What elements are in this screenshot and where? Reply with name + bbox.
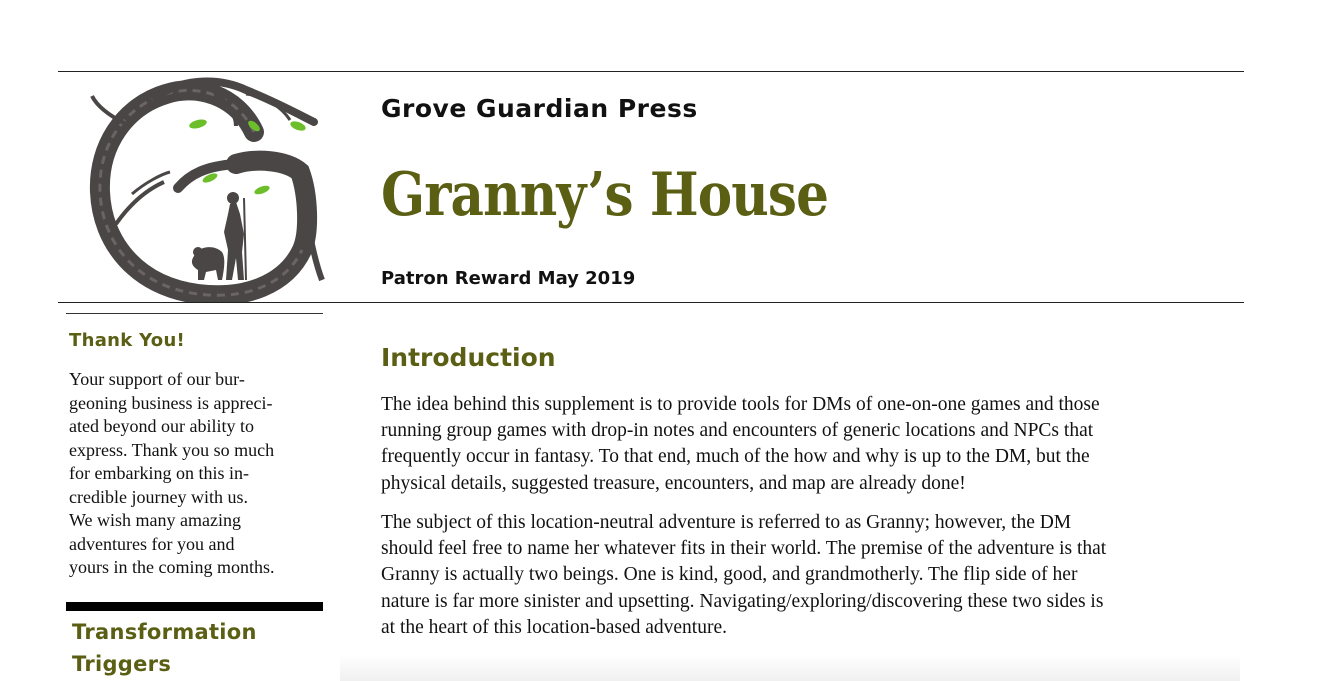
paragraph-line: should feel free to name her whatever fits in their world. The premise of the adventure is that — [381, 538, 1107, 560]
paragraph-line: Granny is actually two beings. One is kind, good, and grandmotherly. The flip side of her — [381, 564, 1078, 586]
introduction-heading: Introduction — [381, 343, 556, 372]
sidebar-line: geoning business is appreci- — [69, 392, 273, 413]
intro-paragraph-1 — [381, 392, 1100, 497]
paragraph-line: The idea behind this supplement is to provide tools for DMs of one-on-one games and those — [381, 394, 1100, 415]
header-top-rule — [58, 71, 1244, 72]
sidebar-section-divider — [66, 602, 323, 611]
publisher-name: Grove Guardian Press — [381, 94, 698, 123]
sidebar-line: for embarking on this in- — [69, 463, 249, 483]
sidebar-top-rule — [66, 313, 323, 314]
sidebar-line: credible journey with us. — [69, 486, 248, 507]
sidebar-line: express. Thank you so much — [69, 439, 275, 460]
paragraph-line: nature is far more sinister and upsetting. Navigating/exploring/discovering these two sides is — [381, 590, 1104, 612]
document-subtitle: Patron Reward May 2019 — [381, 268, 636, 289]
sidebar-line: We wish many amazing — [69, 510, 242, 530]
page-bottom-shadow — [340, 655, 1240, 681]
tree-g-logo-icon — [86, 74, 326, 302]
paragraph-line: physical details, suggested treasure, encounters, and map are already done! — [381, 472, 966, 494]
heading-line: Triggers — [72, 652, 172, 676]
sidebar-line: adventures for you and — [69, 533, 235, 554]
sidebar-thank-you-text — [69, 368, 317, 580]
paragraph-line: frequently occur in fantasy. To that end, much of the how and why is up to the DM, but the — [381, 446, 1090, 468]
paragraph-line: running group games with drop-in notes and encounters of generic locations and NPCs that — [381, 420, 1094, 442]
sidebar-line: yours in the coming months. — [69, 557, 275, 577]
heading-line: Transformation — [72, 620, 257, 644]
sidebar-line: ated beyond our ability to — [69, 416, 254, 436]
header-bottom-rule — [58, 302, 1244, 303]
sidebar-line: Your support of our bur- — [69, 369, 245, 389]
paragraph-line: at the heart of this location-based adventure. — [381, 616, 727, 638]
document-title: Granny’s House — [381, 160, 829, 230]
paragraph-line: The subject of this location-neutral adventure is referred to as Granny; however, the DM — [381, 512, 1072, 533]
intro-paragraph-2 — [381, 510, 1106, 641]
sidebar-heading: Thank You! — [69, 330, 186, 351]
sidebar-transformation-heading — [72, 616, 257, 680]
